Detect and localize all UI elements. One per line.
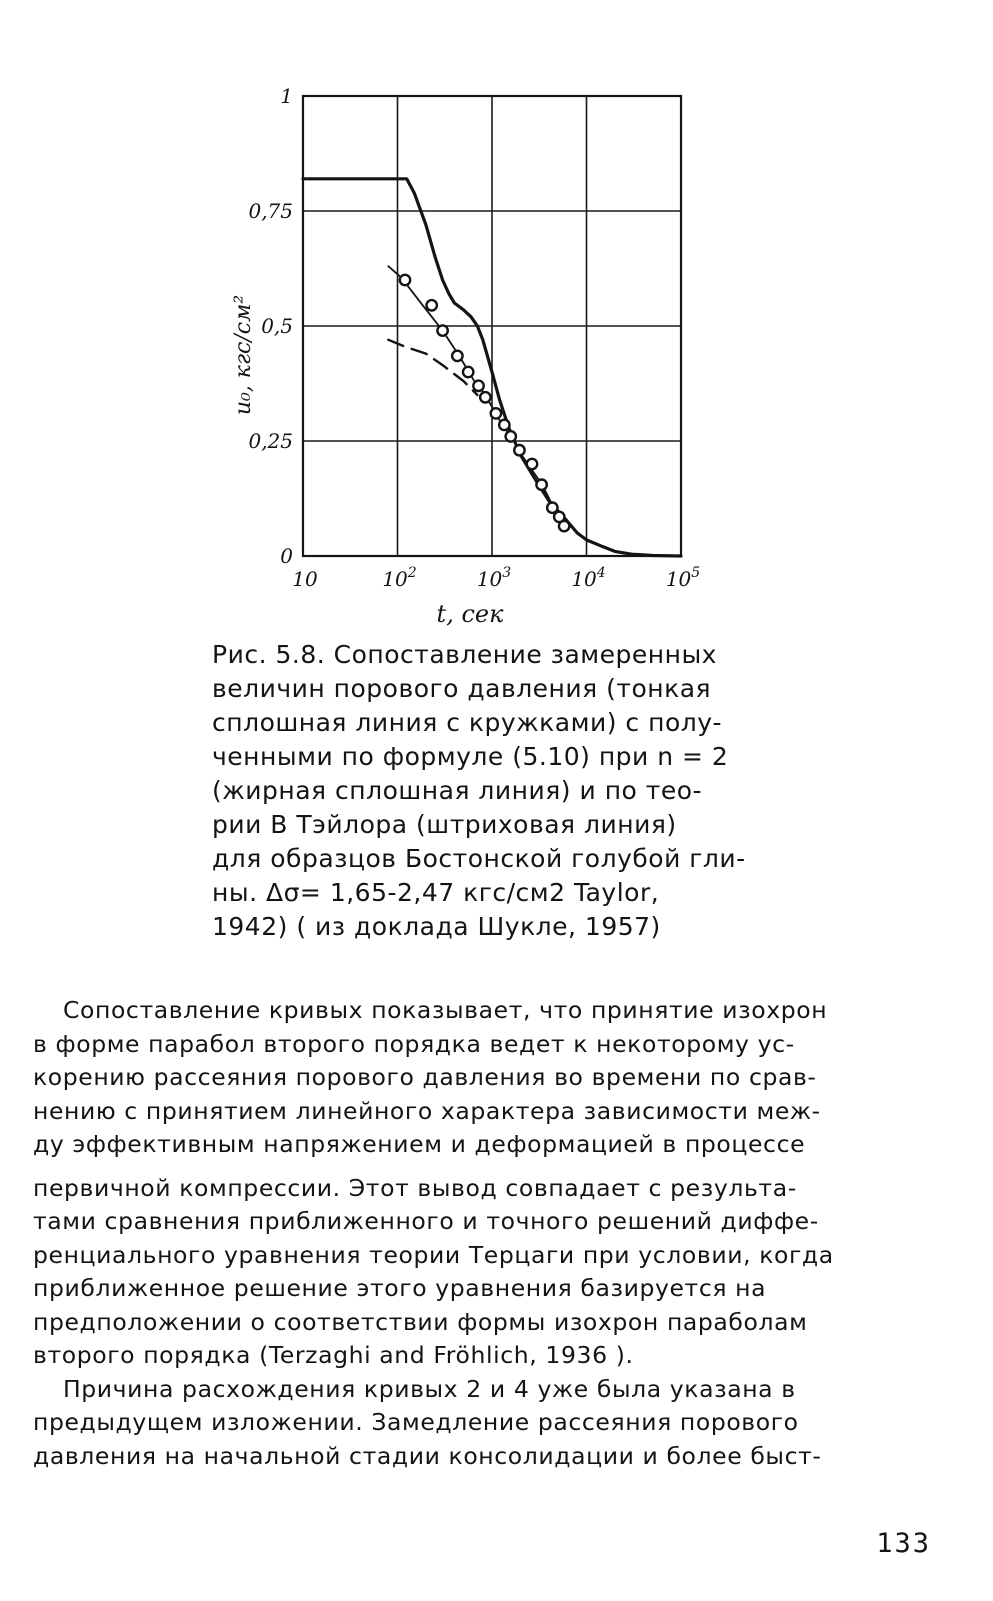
caption-line: ченными по формуле (5.10) при n = 2 [212, 742, 729, 771]
paragraph-line: тами сравнения приближенного и точного решений диффе- [33, 1207, 819, 1235]
paragraph-line: предположении о соответствии формы изохрон параболам [33, 1307, 808, 1336]
paragraph-line: корению рассеяния порового давления во времени по срав- [33, 1063, 817, 1091]
caption-line: ны. Δσ= 1,65-2,47 кгс/см2 Taylor, [212, 878, 660, 907]
x-tick-label: $10^3$ [476, 565, 512, 591]
x-axis-label: t, сек [436, 600, 504, 628]
y-tick-label: 0,75 [248, 199, 293, 223]
paragraph-line: Причина расхождения кривых 2 и 4 уже была указана в [63, 1374, 796, 1403]
x-tick-exponent: 4 [596, 565, 606, 581]
data-point-marker [480, 392, 490, 402]
y-tick-label: 1 [280, 84, 293, 108]
y-tick-label: 0 [280, 544, 293, 568]
data-point-marker [547, 503, 557, 513]
paragraph-line: предыдущем изложении. Замедление рассеяния порового [33, 1408, 799, 1436]
data-point-marker [437, 325, 447, 335]
x-tick-exponent: 2 [407, 565, 417, 581]
chart-grid [303, 96, 681, 556]
paragraph-line: в форме парабол второго порядка ведет к некоторому ус- [33, 1029, 795, 1058]
paragraph-line: ренциального уравнения теории Терцаги при условии, когда [33, 1240, 834, 1269]
data-point-marker [527, 459, 537, 469]
caption-line: 1942) ( из доклада Шукле, 1957) [212, 912, 661, 941]
caption-line: величин порового давления (тонкая [212, 674, 712, 703]
data-point-marker [514, 445, 524, 455]
paragraph-line: ду эффективным напряжением и деформацией в процессе [33, 1130, 806, 1158]
data-point-marker [536, 480, 546, 490]
caption-line: сплошная линия с кружками) с полу- [212, 708, 723, 737]
y-tick-label: 0,5 [261, 314, 293, 338]
paragraph-line: нению с принятием линейного характера зависимости меж- [33, 1096, 821, 1125]
x-tick-exponent: 3 [502, 565, 512, 581]
body-text [33, 994, 913, 1473]
x-tick-label: $10^5$ [665, 565, 701, 591]
data-point-marker [559, 521, 569, 531]
figure-caption [212, 638, 772, 944]
data-point-marker [491, 408, 501, 418]
page-number: 133 [876, 1528, 931, 1559]
y-tick-label: 0,25 [248, 429, 293, 453]
paragraph-line: первичной компрессии. Этот вывод совпадает с результа- [33, 1173, 797, 1202]
paragraph-line: давления на начальной стадии консолидации и более быст- [33, 1441, 822, 1470]
chart-tick-labels [248, 84, 700, 591]
x-tick-exponent: 5 [691, 565, 701, 581]
caption-line: Рис. 5.8. Сопоставление замеренных [212, 640, 717, 669]
caption-line: (жирная сплошная линия) и по тео- [212, 776, 703, 805]
data-point-marker [473, 381, 483, 391]
data-point-marker [506, 431, 516, 441]
caption-line: рии B Тэйлора (штриховая линия) [212, 810, 677, 839]
x-tick-label: 10 [292, 567, 318, 591]
y-axis-label: u₀, кгс/см² [231, 294, 256, 416]
data-point-marker [452, 351, 462, 361]
paragraph-line: второго порядка (Terzaghi and Fröhlich, 1936 ). [33, 1341, 634, 1369]
caption-line: для образцов Бостонской голубой гли- [212, 844, 746, 873]
data-point-marker [463, 367, 473, 377]
paragraph-line: приближенное решение этого уравнения базируется на [33, 1274, 767, 1302]
data-point-marker [400, 275, 410, 285]
data-point-marker [426, 300, 436, 310]
x-tick-label: $10^4$ [571, 565, 606, 591]
paragraph-line: Сопоставление кривых показывает, что принятие изохрон [63, 996, 828, 1024]
data-point-marker [499, 420, 509, 430]
pore-pressure-chart [0, 0, 993, 660]
x-tick-label: $10^2$ [382, 565, 417, 591]
